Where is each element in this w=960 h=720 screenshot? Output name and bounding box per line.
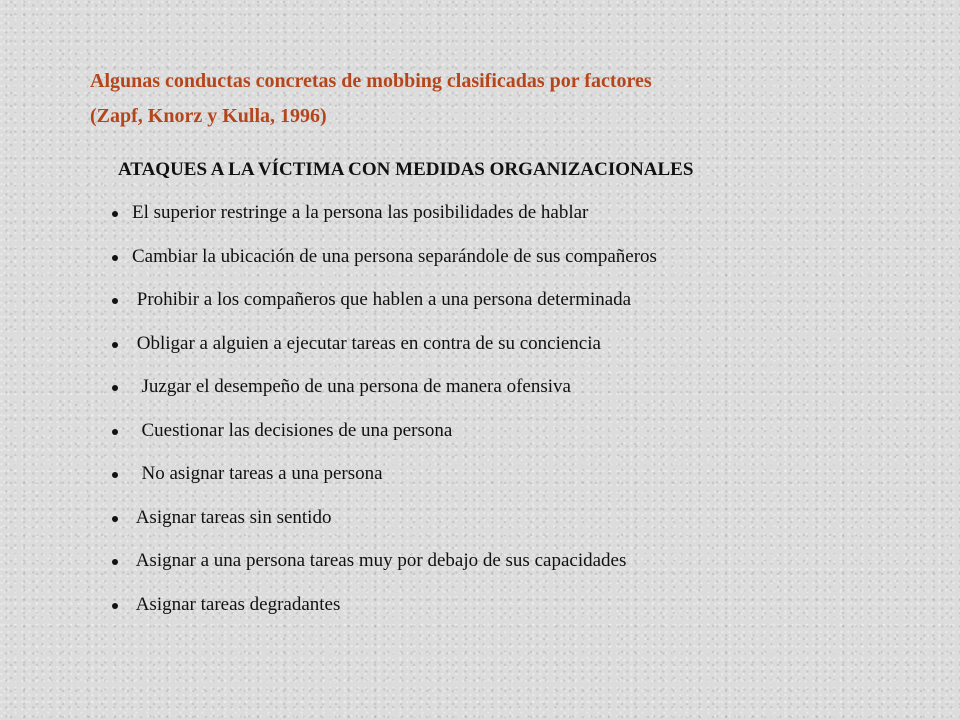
list-item [112, 550, 657, 594]
list-item [112, 420, 657, 464]
list-item [112, 333, 657, 377]
list-item-text: Cambiar la ubicación de una persona separándole de sus compañeros [132, 245, 657, 267]
list-item-text: El superior restringe a la persona las posibilidades de hablar [132, 202, 589, 223]
title-line-1: Algunas conductas concretas de mobbing clasificadas por factores [90, 70, 652, 92]
section-heading: ATAQUES A LA VÍCTIMA CON MEDIDAS ORGANIZACIONALES [118, 159, 694, 180]
bullet-list [112, 202, 657, 637]
bullet-icon [112, 472, 118, 478]
bullet-icon [112, 603, 118, 609]
bullet-icon [112, 559, 118, 565]
list-item-text: Prohibir a los compañeros que hablen a una persona determinada [132, 289, 632, 310]
list-item [112, 376, 657, 420]
list-item-text: Obligar a alguien a ejecutar tareas en contra de su conciencia [132, 332, 601, 354]
list-item [112, 289, 657, 333]
list-item [112, 246, 657, 290]
list-item [112, 202, 657, 246]
bullet-icon [112, 429, 118, 435]
list-item-text: Asignar a una persona tareas muy por debajo de sus capacidades [132, 550, 627, 571]
title-line-2: (Zapf, Knorz y Kulla, 1996) [90, 105, 327, 127]
list-item-text: No asignar tareas a una persona [132, 463, 383, 484]
bullet-icon [112, 255, 118, 261]
bullet-icon [112, 342, 118, 348]
list-item-text: Juzgar el desempeño de una persona de manera ofensiva [132, 376, 571, 397]
bullet-icon [112, 385, 118, 391]
bullet-icon [112, 211, 118, 217]
list-item-text: Cuestionar las decisiones de una persona [132, 419, 453, 441]
list-item [112, 463, 657, 507]
list-item [112, 507, 657, 551]
slide-title [90, 64, 652, 134]
bullet-icon [112, 298, 118, 304]
list-item-text: Asignar tareas degradantes [132, 593, 341, 615]
bullet-icon [112, 516, 118, 522]
list-item [112, 594, 657, 638]
list-item-text: Asignar tareas sin sentido [132, 506, 332, 528]
